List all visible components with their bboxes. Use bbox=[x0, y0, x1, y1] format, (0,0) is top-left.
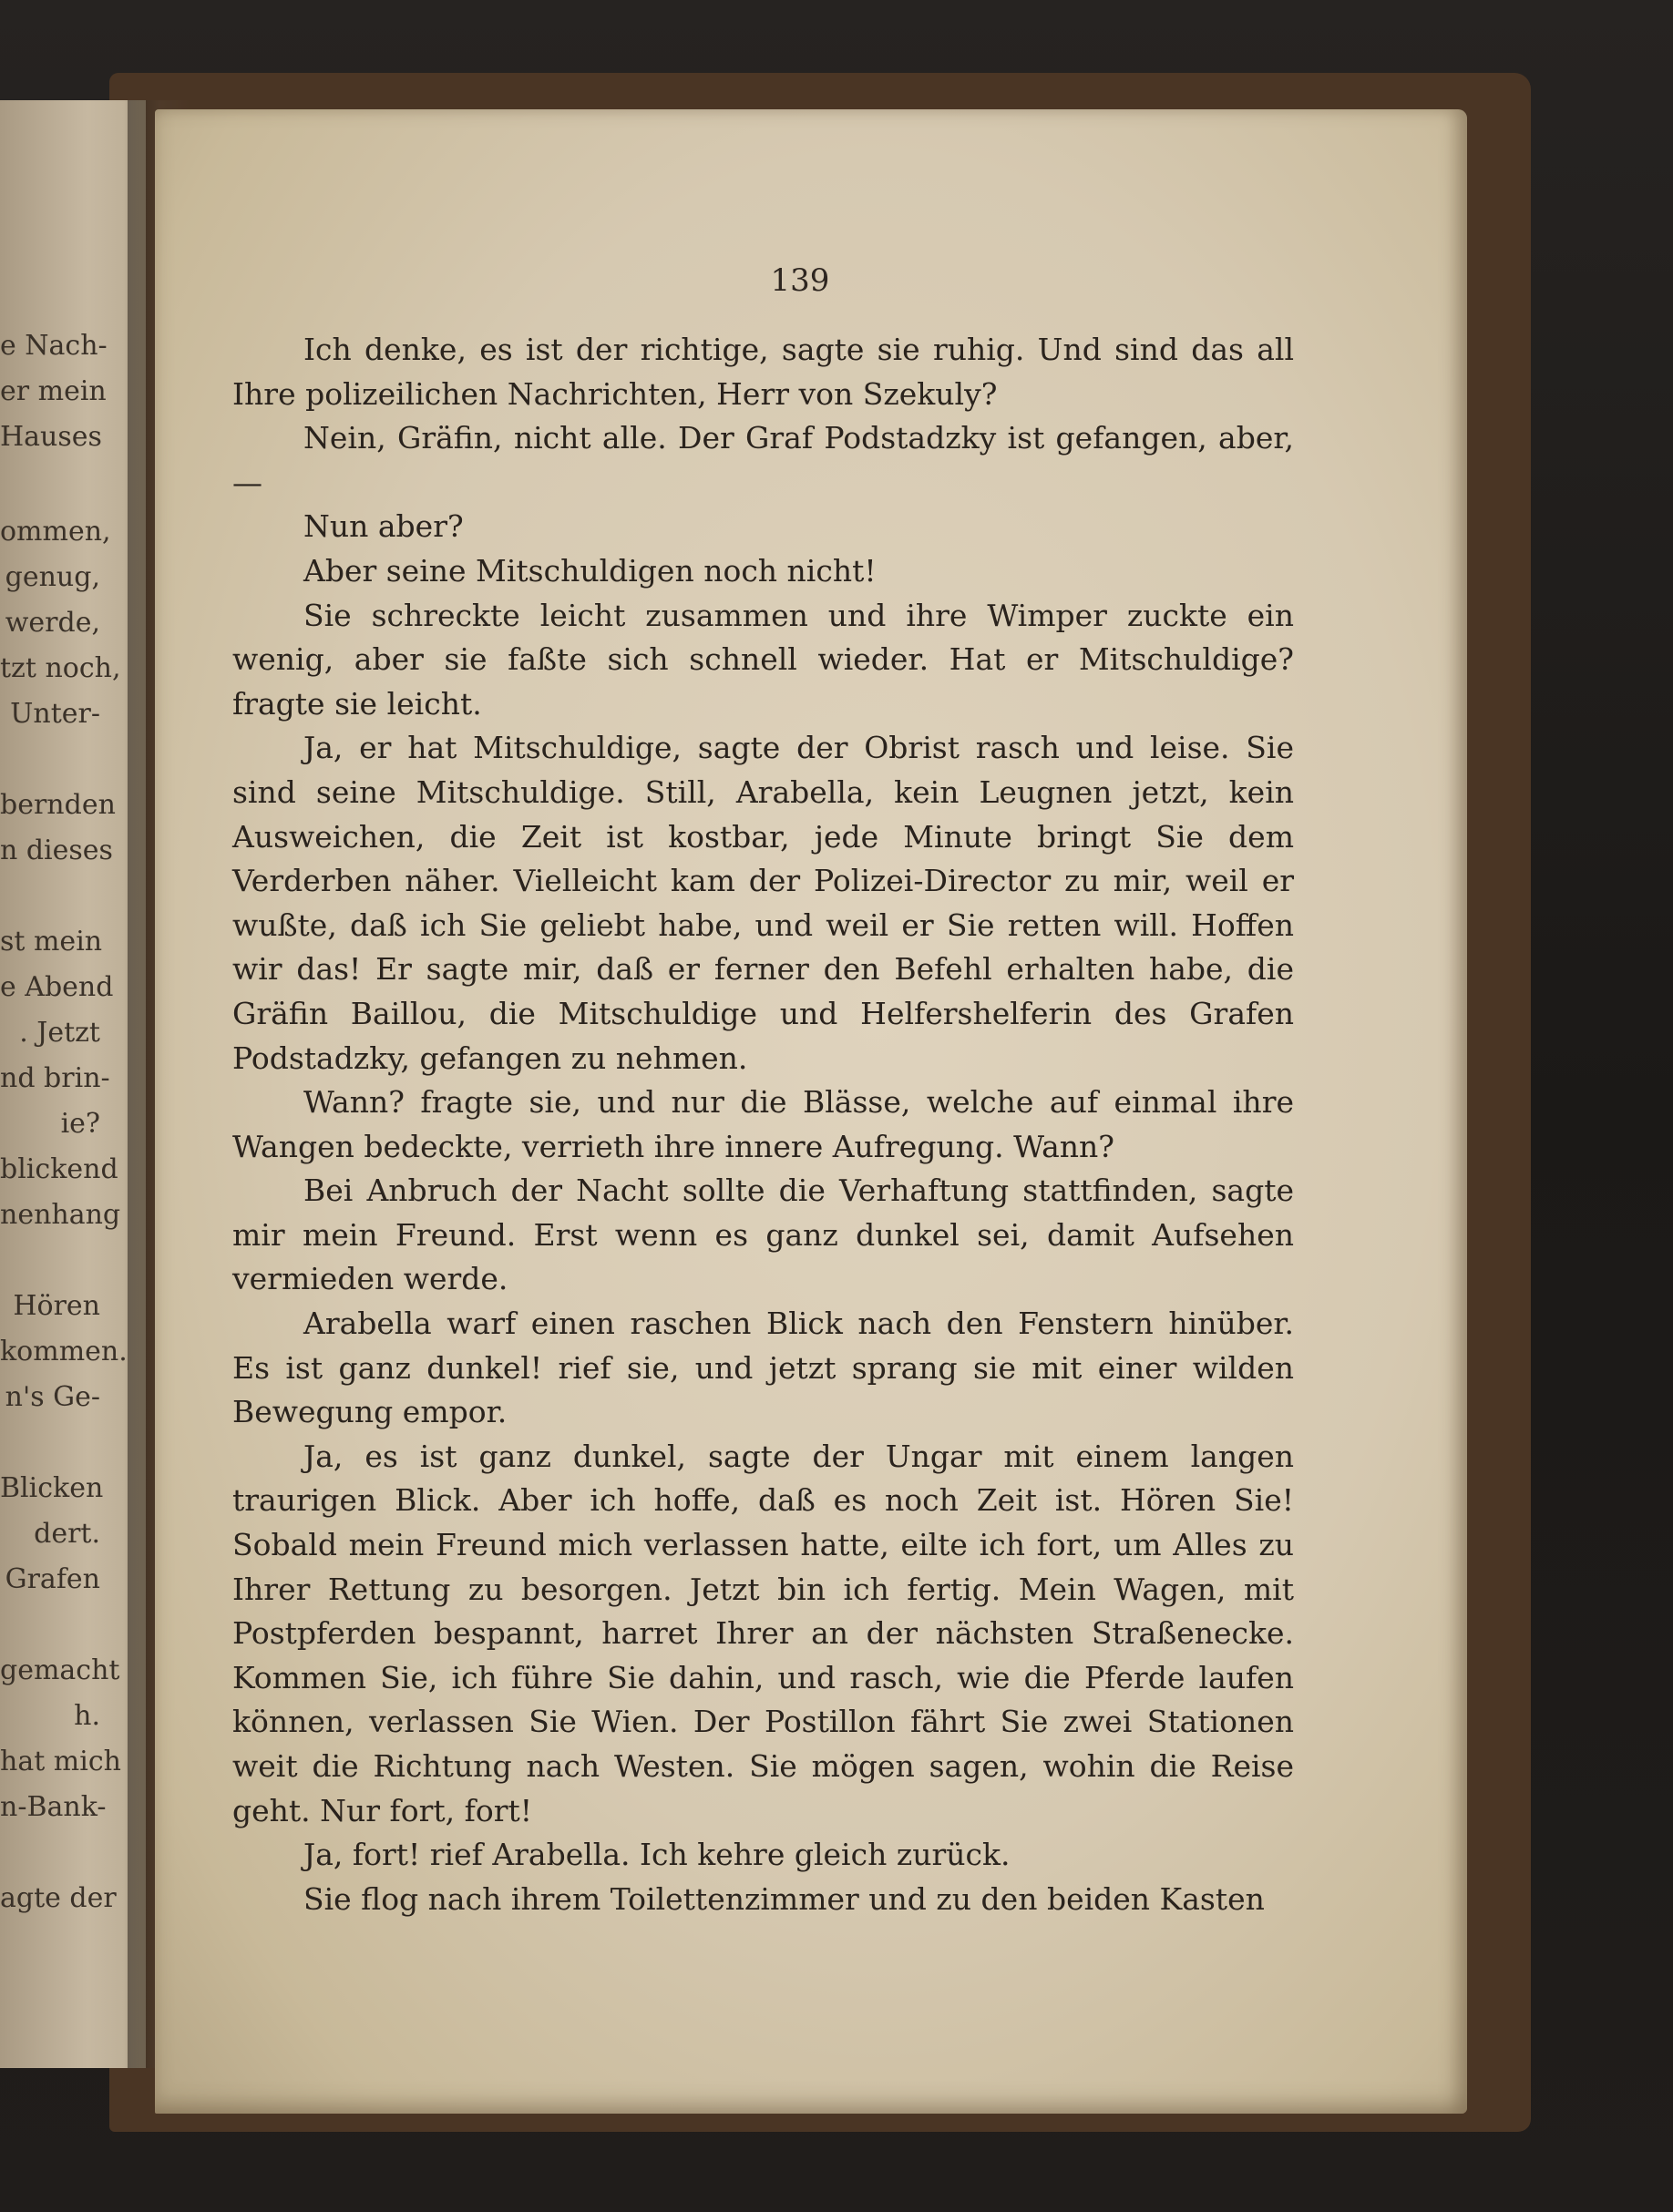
book-page bbox=[155, 109, 1467, 2114]
paragraph: Nein, Gräfin, nicht alle. Der Graf Podstadzky ist gefangen, aber, — bbox=[232, 420, 1294, 500]
paragraph: Sie flog nach ihrem Toilettenzimmer und zu den beiden Kasten bbox=[303, 1880, 1265, 1917]
left-page-fragment: Blicken bbox=[0, 1472, 104, 1504]
paragraph: Aber seine Mitschuldigen noch nicht! bbox=[303, 552, 877, 589]
page-body-text bbox=[232, 328, 1294, 1921]
left-page-fragment: hat mich bbox=[0, 1746, 121, 1777]
left-page-fragment: ommen, bbox=[0, 516, 111, 548]
paragraph: Bei Anbruch der Nacht sollte die Verhaftung stattfinden, sagte mir mein Freund. Erst wenn es ganz dunkel sei, damit Aufsehen vermieden werde. bbox=[232, 1173, 1294, 1297]
paragraph: Wann? fragte sie, und nur die Blässe, welche auf einmal ihre Wangen bedeckte, verrieth ihre innere Aufregung. Wann? bbox=[232, 1084, 1294, 1164]
left-page-fragment: ie? bbox=[60, 1108, 100, 1140]
left-page-fragment: e Nach- bbox=[0, 330, 108, 362]
left-page-fragment: n dieses bbox=[0, 835, 113, 866]
paragraph: Nun aber? bbox=[303, 508, 464, 545]
left-page-fragment: . Jetzt bbox=[19, 1017, 100, 1049]
left-page-fragment: nenhang bbox=[0, 1199, 121, 1231]
previous-page-strip bbox=[0, 100, 146, 2068]
paragraph: Ja, er hat Mitschuldige, sagte der Obrist rasch und leise. Sie sind seine Mitschuldige. Still, Arabella, kein Leugnen jetzt, kein Ausweichen, die Zeit ist kostbar, jede Minute bringt Sie dem Verderben näher. Vielleicht kam der Polizei-Director zu mir, weil er wußte, daß ich Sie geliebt habe, und weil er Sie retten will. Hoffen wir das! Er sagte mir, daß er ferner den Befehl erhalten habe, die Gräfin Baillou, die Mitschuldige und Helfershelferin des Grafen Podstadzky, gefangen zu nehmen. bbox=[232, 730, 1294, 1076]
left-page-fragment: n's Ge- bbox=[5, 1381, 100, 1413]
left-page-fragment: werde, bbox=[5, 607, 100, 639]
left-page-fragment: e Abend bbox=[0, 971, 114, 1003]
paragraph: Ich denke, es ist der richtige, sagte sie ruhig. Und sind das all Ihre polizeilichen Nachrichten, Herr von Szekuly? bbox=[232, 332, 1294, 412]
left-page-fragment: nd brin- bbox=[0, 1062, 110, 1094]
left-page-fragment: Grafen bbox=[5, 1563, 100, 1595]
page-number: 139 bbox=[770, 262, 830, 299]
left-page-fragment: genug, bbox=[5, 561, 100, 593]
left-page-fragment: h. bbox=[74, 1700, 100, 1732]
paragraph: Ja, fort! rief Arabella. Ich kehre gleich zurück. bbox=[303, 1837, 1011, 1873]
left-page-fragment: kommen. bbox=[0, 1336, 128, 1367]
left-page-fragment: dert. bbox=[34, 1518, 100, 1550]
left-page-fragment: st mein bbox=[0, 926, 103, 958]
left-page-fragment: blickend bbox=[0, 1153, 118, 1185]
left-page-fragment: n-Bank- bbox=[0, 1791, 107, 1823]
left-page-fragment: agte der bbox=[0, 1882, 117, 1914]
paragraph: Arabella warf einen raschen Blick nach den Fenstern hinüber. Es ist ganz dunkel! rief sie, und jetzt sprang sie mit einer wilden Bewegung empor. bbox=[232, 1306, 1294, 1430]
left-page-fragment: Unter- bbox=[10, 698, 100, 730]
paragraph: Ja, es ist ganz dunkel, sagte der Ungar mit einem langen traurigen Blick. Aber ich hoffe, daß es noch Zeit ist. Hören Sie! Sobald mein Freund mich verlassen hatte, eilte ich fort, um Alles zu Ihrer Rettung zu besorgen. Jetzt bin ich fertig. Mein Wagen, mit Postpferden bespannt, harret Ihrer an der nächsten Straßenecke. Kommen Sie, ich führe Sie dahin, und rasch, wie die Pferde laufen können, verlassen Sie Wien. Der Postillon fährt Sie zwei Stationen weit die Richtung nach Westen. Sie mögen sagen, wohin die Reise geht. Nur fort, fort! bbox=[232, 1438, 1294, 1828]
left-page-fragment: tzt noch, bbox=[0, 652, 121, 684]
left-page-fragment: Hauses bbox=[0, 421, 102, 453]
left-page-fragment: bernden bbox=[0, 789, 116, 821]
left-page-fragment: gemacht bbox=[0, 1654, 120, 1686]
paragraph: Sie schreckte leicht zusammen und ihre Wimper zuckte ein wenig, aber sie faßte sich schnell wieder. Hat er Mitschuldige? fragte sie leicht. bbox=[232, 597, 1294, 722]
left-page-fragment: er mein bbox=[0, 375, 107, 407]
left-page-fragment: Hören bbox=[13, 1290, 100, 1322]
